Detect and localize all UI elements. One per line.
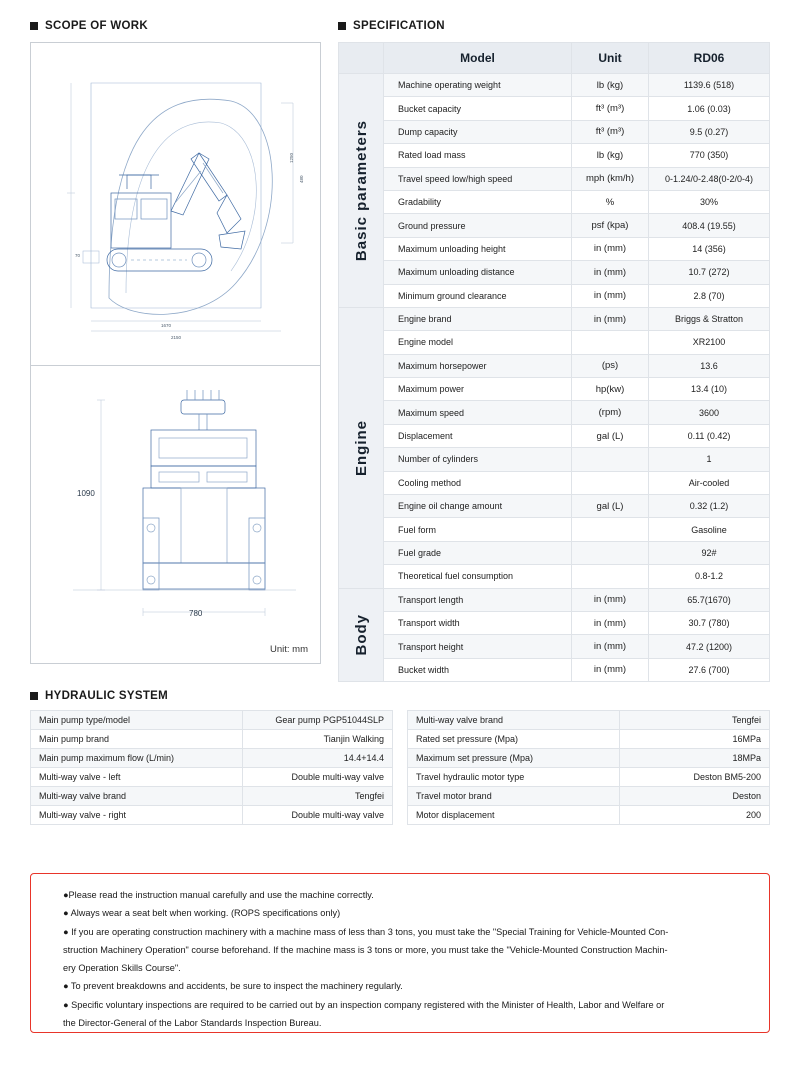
hydraulic-row-value: Double multi-way valve <box>243 768 393 787</box>
hydraulic-row-key: Travel motor brand <box>408 787 620 806</box>
spec-row <box>339 331 770 354</box>
top-section <box>30 20 770 682</box>
spec-row-value: 30.7 (780) <box>649 611 770 634</box>
spec-row <box>339 144 770 167</box>
spec-row-name: Maximum power <box>384 378 572 401</box>
spec-row-unit: in (mm) <box>572 588 649 611</box>
spec-row <box>339 190 770 213</box>
spec-group-cell <box>339 74 384 308</box>
spec-row-name: Dump capacity <box>384 120 572 143</box>
hydraulic-row <box>31 768 393 787</box>
spec-row <box>339 495 770 518</box>
spec-row-value: 770 (350) <box>649 144 770 167</box>
notice-line: the Director-General of the Labor Standards Inspection Bureau. <box>63 1017 322 1028</box>
hydraulic-row <box>31 806 393 825</box>
unit-note: Unit: mm <box>270 644 308 655</box>
spec-row <box>339 354 770 377</box>
notice-line: ●Please read the instruction manual carefully and use the machine correctly. <box>63 890 374 900</box>
spec-row-unit <box>572 448 649 471</box>
notice-line: ● To prevent breakdowns and accidents, be sure to inspect the machinery regularly. <box>63 981 403 992</box>
hydraulic-row-value: 18MPa <box>620 749 770 768</box>
spec-row-unit <box>572 541 649 564</box>
spec-row <box>339 214 770 237</box>
spec-row-value: 30% <box>649 190 770 213</box>
hydraulic-row-value: Deston <box>620 787 770 806</box>
spec-row-unit: in (mm) <box>572 658 649 681</box>
spec-row-value: Gasoline <box>649 518 770 541</box>
spec-row <box>339 448 770 471</box>
spec-row-name: Engine brand <box>384 307 572 330</box>
spec-row-name: Transport width <box>384 611 572 634</box>
notice-line: ● Specific voluntary inspections are required to be carried out by an inspection company registered with the Minister of Health, Labor and Welfare or <box>63 999 665 1010</box>
hydraulic-row-value: 16MPa <box>620 730 770 749</box>
hydraulic-row-key: Multi-way valve brand <box>408 711 620 730</box>
spec-group-cell <box>339 588 384 682</box>
spec-row <box>339 401 770 424</box>
spec-row <box>339 378 770 401</box>
spec-row-name: Bucket width <box>384 658 572 681</box>
spec-group-cell <box>339 307 384 588</box>
scope-of-work-column <box>30 20 320 682</box>
hydraulic-row <box>31 787 393 806</box>
hydraulic-row-key: Rated set pressure (Mpa) <box>408 730 620 749</box>
hydraulic-row-value: Deston BM5-200 <box>620 768 770 787</box>
spec-row-name: Rated load mass <box>384 144 572 167</box>
spec-row <box>339 97 770 120</box>
spec-row-name: Maximum horsepower <box>384 354 572 377</box>
spec-row <box>339 541 770 564</box>
spec-row-unit <box>572 331 649 354</box>
hydraulic-row <box>31 749 393 768</box>
hydraulic-row-key: Multi-way valve brand <box>31 787 243 806</box>
spec-row-value: 1139.6 (518) <box>649 74 770 97</box>
spec-row <box>339 424 770 447</box>
spec-row-name: Cooling method <box>384 471 572 494</box>
hydraulic-row-value: Gear pump PGP51044SLP <box>243 711 393 730</box>
spec-row-name: Fuel form <box>384 518 572 541</box>
spec-row-unit: ft³ (m³) <box>572 97 649 120</box>
spec-row-value: 0.11 (0.42) <box>649 424 770 447</box>
spec-row-unit: gal (L) <box>572 424 649 447</box>
spec-row-name: Gradability <box>384 190 572 213</box>
dim-label-d: 2150 <box>171 335 182 340</box>
side-view-drawing <box>31 43 320 363</box>
safety-notice-box <box>30 873 770 1033</box>
technical-drawing-box <box>30 42 321 664</box>
spec-row-unit: mph (km/h) <box>572 167 649 190</box>
spec-row-unit: in (mm) <box>572 611 649 634</box>
spec-row-name: Displacement <box>384 424 572 447</box>
hydraulic-row-key: Maximum set pressure (Mpa) <box>408 749 620 768</box>
scope-of-work-title: SCOPE OF WORK <box>45 20 148 32</box>
spec-row-unit: in (mm) <box>572 237 649 260</box>
spec-row-name: Number of cylinders <box>384 448 572 471</box>
hydraulic-row-key: Main pump type/model <box>31 711 243 730</box>
hydraulic-system-title: HYDRAULIC SYSTEM <box>45 690 169 702</box>
specification-table <box>338 42 770 682</box>
hydraulic-row-value: 14.4+14.4 <box>243 749 393 768</box>
spec-row-name: Machine operating weight <box>384 74 572 97</box>
spec-row <box>339 518 770 541</box>
spec-header-model: Model <box>384 43 572 74</box>
spec-row <box>339 261 770 284</box>
dim-label-b: 480 <box>299 175 304 183</box>
notice-line: struction Machinery Operation" course beforehand. If the machine mass is 3 tons or more, you must take the "Vehicle-Mounted Construction Machin- <box>63 944 668 955</box>
square-bullet-icon <box>338 22 346 30</box>
hydraulic-row-key: Multi-way valve - left <box>31 768 243 787</box>
hydraulic-row <box>408 749 770 768</box>
spec-row-value: 13.4 (10) <box>649 378 770 401</box>
spec-row-unit: (rpm) <box>572 401 649 424</box>
spec-row-value: 14 (356) <box>649 237 770 260</box>
spec-row-name: Travel speed low/high speed <box>384 167 572 190</box>
hydraulic-tables <box>30 710 770 825</box>
spec-row-value: 408.4 (19.55) <box>649 214 770 237</box>
hydraulic-row <box>408 806 770 825</box>
spec-row <box>339 167 770 190</box>
spec-header-unit: Unit <box>572 43 649 74</box>
spec-row <box>339 588 770 611</box>
spec-row-unit: hp(kw) <box>572 378 649 401</box>
spec-row-value: Air-cooled <box>649 471 770 494</box>
spec-row-value: 13.6 <box>649 354 770 377</box>
spec-row <box>339 120 770 143</box>
spec-group-label: Engine <box>352 419 370 476</box>
spec-corner-cell <box>339 43 384 74</box>
hydraulic-row <box>31 711 393 730</box>
dim-label-a: 1250 <box>289 152 294 163</box>
spec-row-value: 65.7(1670) <box>649 588 770 611</box>
spec-row <box>339 611 770 634</box>
hydraulic-row <box>408 787 770 806</box>
spec-row-name: Fuel grade <box>384 541 572 564</box>
spec-header-value: RD06 <box>649 43 770 74</box>
dim-label-e: 70 <box>75 253 81 258</box>
spec-row-name: Theoretical fuel consumption <box>384 565 572 588</box>
hydraulic-row <box>31 730 393 749</box>
spec-row <box>339 635 770 658</box>
front-view-drawing <box>31 368 320 663</box>
spec-row-name: Maximum unloading height <box>384 237 572 260</box>
dim-label-height: 1090 <box>77 489 95 498</box>
hydraulic-row <box>408 730 770 749</box>
specification-heading <box>338 20 770 32</box>
notice-line: ● Always wear a seat belt when working. (ROPS specifications only) <box>63 908 341 919</box>
spec-row-value: 0-1.24/0-2.48(0-2/0-4) <box>649 167 770 190</box>
drawing-divider <box>31 365 320 366</box>
spec-row-unit <box>572 471 649 494</box>
spec-row-unit: in (mm) <box>572 284 649 307</box>
spec-row-value: 0.8-1.2 <box>649 565 770 588</box>
notice-line: ● If you are operating construction machinery with a machine mass of less than 3 tons, you must take the "Special Training for Vehicle-Mounted Con- <box>63 926 669 937</box>
spec-header-row <box>339 43 770 74</box>
spec-row-unit: % <box>572 190 649 213</box>
spec-row-unit: lb (kg) <box>572 144 649 167</box>
hydraulic-row-key: Travel hydraulic motor type <box>408 768 620 787</box>
spec-row-name: Minimum ground clearance <box>384 284 572 307</box>
hydraulic-row-value: Double multi-way valve <box>243 806 393 825</box>
spec-row <box>339 471 770 494</box>
dim-label-c: 1670 <box>161 323 172 328</box>
spec-row-unit: psf (kpa) <box>572 214 649 237</box>
spec-row-unit <box>572 518 649 541</box>
hydraulic-row <box>408 768 770 787</box>
spec-row-value: 3600 <box>649 401 770 424</box>
spec-row <box>339 74 770 97</box>
spec-row-value: 27.6 (700) <box>649 658 770 681</box>
hydraulic-row-value: Tengfei <box>620 711 770 730</box>
spec-row-value: 1.06 (0.03) <box>649 97 770 120</box>
spec-row-unit: in (mm) <box>572 307 649 330</box>
hydraulic-row-key: Main pump maximum flow (L/min) <box>31 749 243 768</box>
hydraulic-row-key: Multi-way valve - right <box>31 806 243 825</box>
spec-row-name: Transport height <box>384 635 572 658</box>
dim-label-width: 780 <box>189 609 203 618</box>
spec-row-unit: in (mm) <box>572 261 649 284</box>
hydraulic-table-left <box>30 710 393 825</box>
square-bullet-icon <box>30 692 38 700</box>
hydraulic-row-key: Motor displacement <box>408 806 620 825</box>
hydraulic-row-value: 200 <box>620 806 770 825</box>
spec-row-name: Maximum unloading distance <box>384 261 572 284</box>
hydraulic-row <box>408 711 770 730</box>
spec-row-name: Ground pressure <box>384 214 572 237</box>
hydraulic-row-value: Tianjin Walking <box>243 730 393 749</box>
spec-row-name: Transport length <box>384 588 572 611</box>
spec-row-unit: lb (kg) <box>572 74 649 97</box>
spec-row-value: 10.7 (272) <box>649 261 770 284</box>
spec-group-label: Body <box>352 614 370 656</box>
spec-row-name: Engine model <box>384 331 572 354</box>
spec-row <box>339 307 770 330</box>
spec-row <box>339 658 770 681</box>
hydraulic-row-key: Main pump brand <box>31 730 243 749</box>
spec-row <box>339 284 770 307</box>
specification-column <box>338 20 770 682</box>
spec-row-unit: gal (L) <box>572 495 649 518</box>
spec-row-unit: (ps) <box>572 354 649 377</box>
spec-row-unit: ft³ (m³) <box>572 120 649 143</box>
spec-row-value: 92# <box>649 541 770 564</box>
spec-row-name: Engine oil change amount <box>384 495 572 518</box>
spec-row-unit: in (mm) <box>572 635 649 658</box>
hydraulic-table-right <box>407 710 770 825</box>
spec-row-unit <box>572 565 649 588</box>
hydraulic-row-value: Tengfei <box>243 787 393 806</box>
hydraulic-system-heading <box>30 690 168 702</box>
scope-of-work-heading <box>30 20 320 32</box>
notice-line: ery Operation Skills Course". <box>63 963 181 973</box>
specification-title: SPECIFICATION <box>353 20 445 32</box>
spec-row-value: XR2100 <box>649 331 770 354</box>
square-bullet-icon <box>30 22 38 30</box>
spec-row-value: Briggs & Stratton <box>649 307 770 330</box>
spec-row-value: 1 <box>649 448 770 471</box>
spec-row <box>339 237 770 260</box>
spec-row-value: 9.5 (0.27) <box>649 120 770 143</box>
spec-row-value: 2.8 (70) <box>649 284 770 307</box>
spec-row-name: Bucket capacity <box>384 97 572 120</box>
spec-row-value: 0.32 (1.2) <box>649 495 770 518</box>
spec-row-value: 47.2 (1200) <box>649 635 770 658</box>
spec-row-name: Maximum speed <box>384 401 572 424</box>
spec-row <box>339 565 770 588</box>
spec-group-label: Basic parameters <box>352 119 370 261</box>
